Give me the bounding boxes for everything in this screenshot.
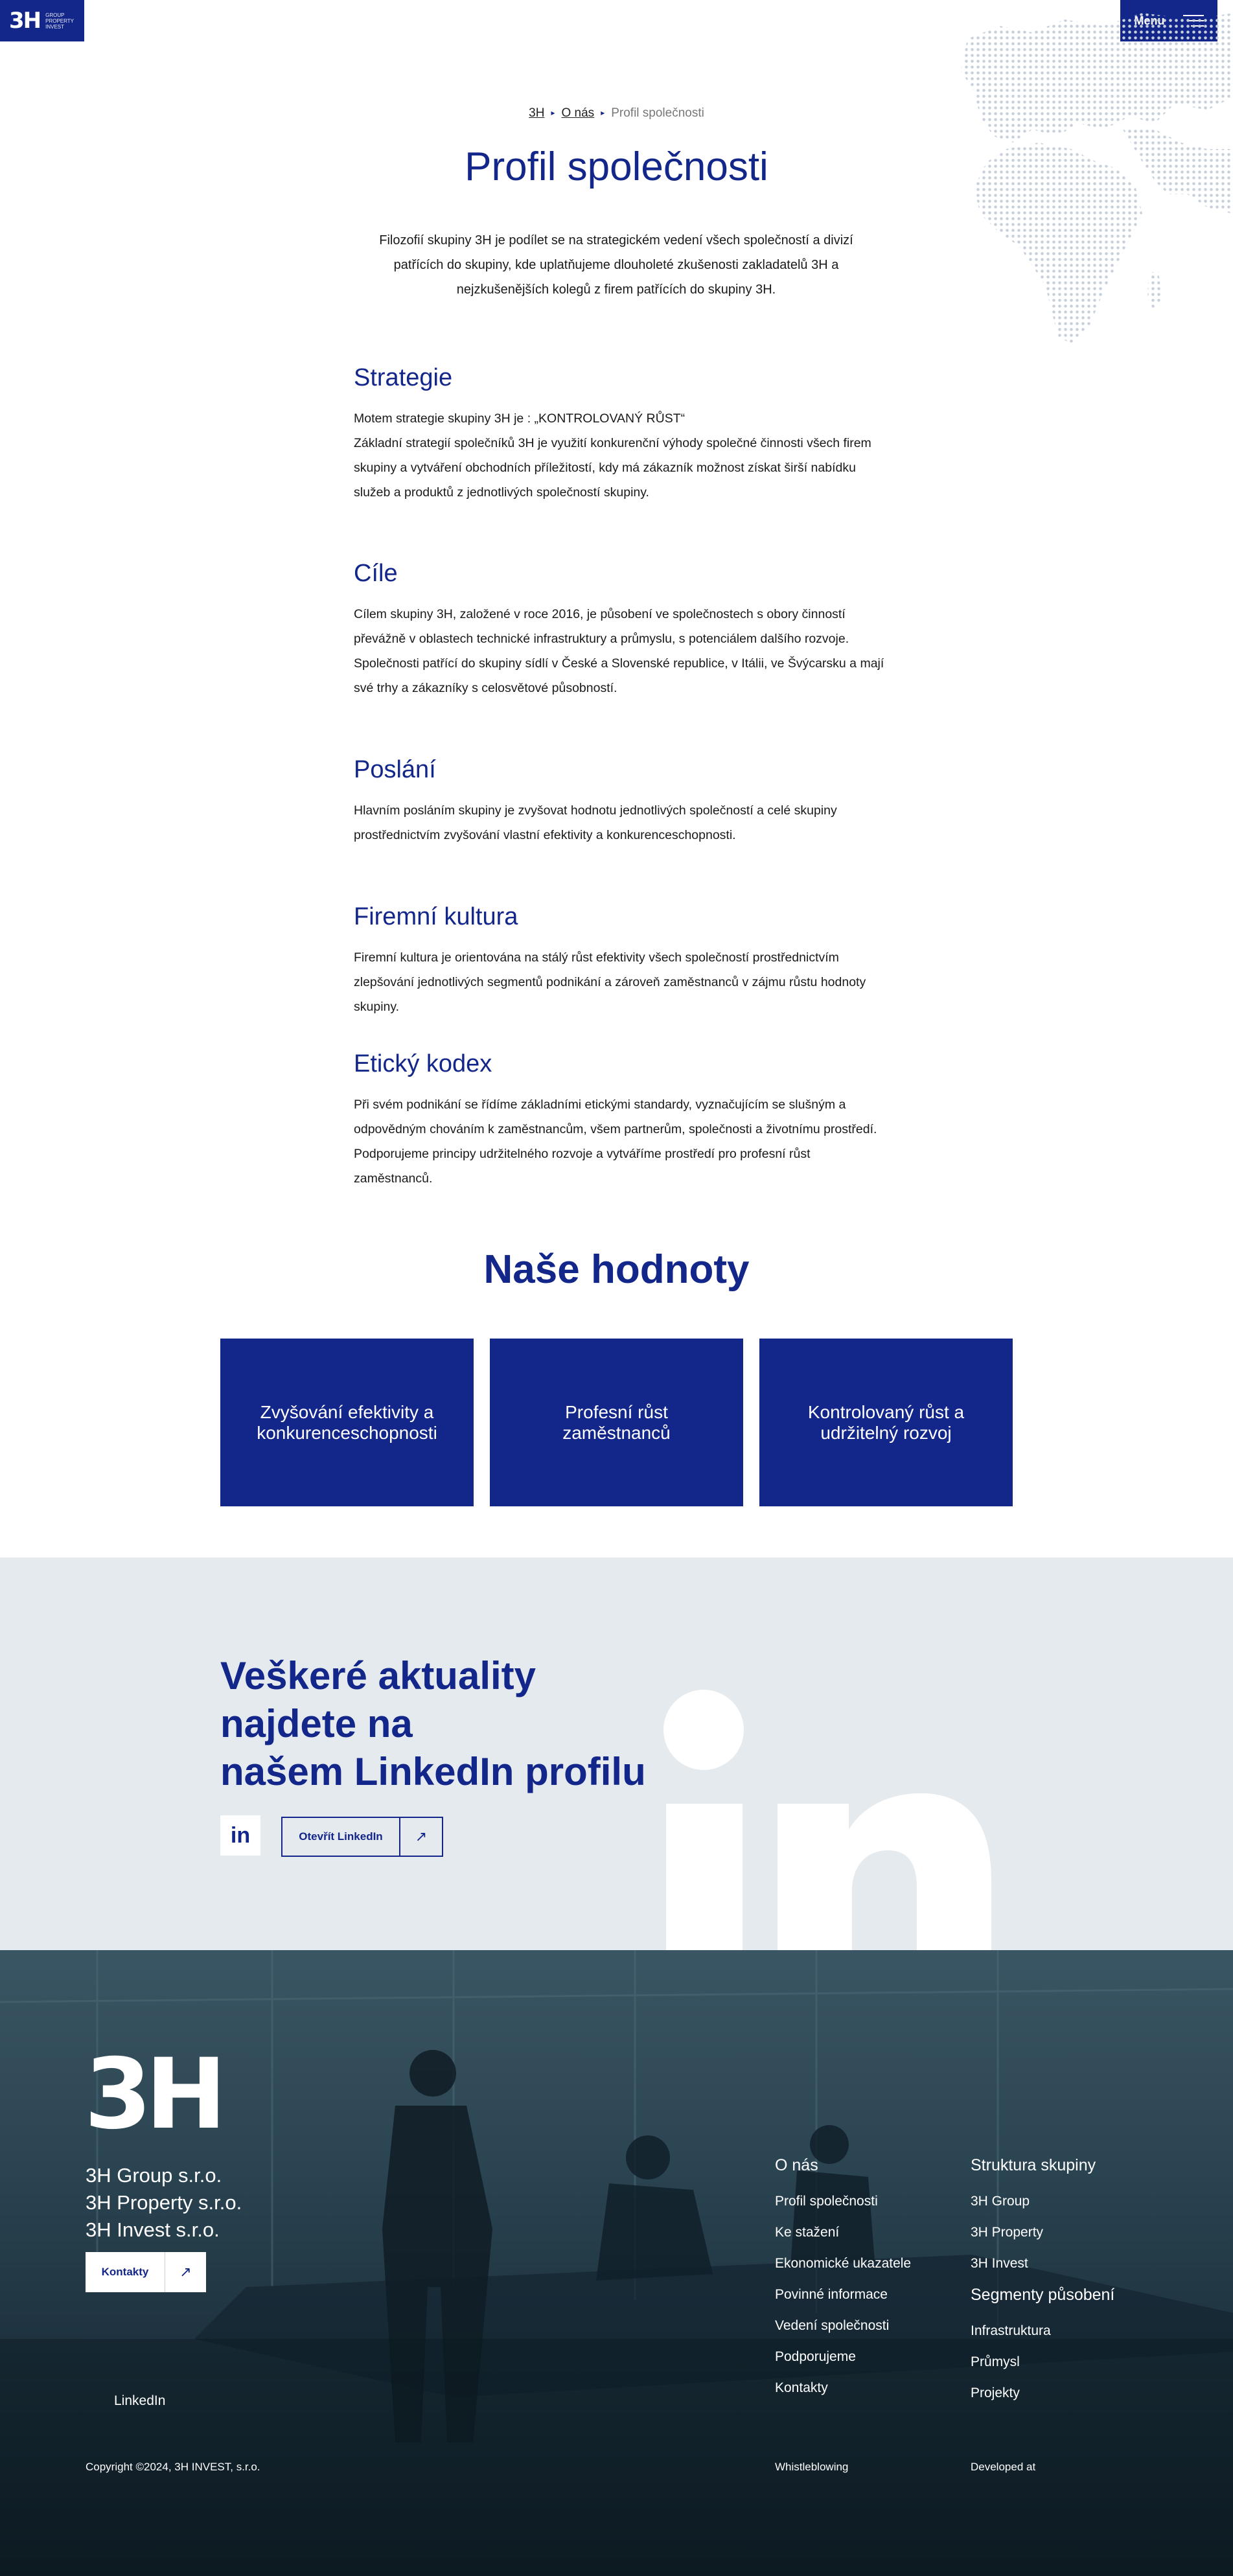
- breadcrumb-parent[interactable]: O nás: [561, 106, 595, 120]
- value-card: Zvyšování efektivity a konkurenceschopnosti: [220, 1339, 474, 1506]
- section-title: Strategie: [354, 364, 453, 391]
- chevron-right-icon: ▸: [601, 108, 605, 117]
- footer-link[interactable]: Podporujeme: [775, 2349, 856, 2364]
- breadcrumb: [0, 106, 1233, 121]
- values-title: Naše hodnoty: [483, 1247, 750, 1292]
- developed-at: Developed at: [971, 2461, 1036, 2473]
- section-text: Při svém podnikání se řídíme základními etickými standardy, vyznačujícím se slušným a odpovědným chováním k zaměstnancům, všem partnerům, společnosti a životnímu prostředí. Podporujeme principy udržitelného rozvoje a vytváříme prostředí pro profesní růst zaměstnanců.: [354, 1098, 877, 1186]
- footer-link[interactable]: Kontakty: [775, 2380, 828, 2395]
- open-linkedin-label: Otevřít LinkedIn: [299, 1830, 383, 1843]
- linkedin-section: [0, 1558, 1233, 1950]
- footer-link[interactable]: Profil společnosti: [775, 2194, 878, 2209]
- footer-link[interactable]: Infrastruktura: [971, 2323, 1051, 2338]
- contacts-label: Kontakty: [101, 2266, 149, 2278]
- section-title: Etický kodex: [354, 1050, 492, 1077]
- chevron-right-icon: ▸: [551, 108, 555, 117]
- footer-link[interactable]: Ekonomické ukazatele: [775, 2256, 912, 2271]
- breadcrumb-home[interactable]: 3H: [529, 106, 545, 120]
- footer-link[interactable]: Ke stažení: [775, 2225, 840, 2240]
- footer-column-title: Struktura skupiny: [971, 2156, 1096, 2174]
- footer-link[interactable]: Vedení společnosti: [775, 2318, 890, 2333]
- copyright: Copyright ©2024, 3H INVEST, s.r.o.: [86, 2461, 260, 2473]
- logo-subtitle: GROUP PROPERTY INVEST: [45, 12, 74, 30]
- section-cile: [354, 560, 885, 700]
- company-name: 3H Group s.r.o.: [86, 2164, 222, 2187]
- section-eticky-kodex: [354, 1050, 885, 1191]
- linkedin-heading: Veškeré aktuality najdete na našem LinkedIn profilu: [220, 1654, 646, 1793]
- company-name: 3H Invest s.r.o.: [86, 2218, 220, 2241]
- whistleblowing-link[interactable]: Whistleblowing: [775, 2461, 849, 2473]
- section-firemni-kultura: [354, 903, 885, 1019]
- footer-link[interactable]: Projekty: [971, 2386, 1020, 2400]
- footer-link[interactable]: 3H Group: [971, 2194, 1030, 2209]
- section-text: Motem strategie skupiny 3H je : „KONTROLOVANÝ RŮST“ Základní strategií společníků 3H je využití konkurenční výhody společné činnosti všech firem skupiny a vytváření obchodních příležitostí, kdy má zákazník možnost získat širší nabídku služeb a produktů z jednotlivých společností skupiny.: [354, 411, 871, 500]
- footer-linkedin-link[interactable]: LinkedIn: [114, 2393, 166, 2408]
- section-text: Hlavním posláním skupiny je zvyšovat hodnotu jednotlivých společností a celé skupiny prostřednictvím zvyšování vlastní efektivity a konkurenceschopnosti.: [354, 803, 837, 842]
- footer-link[interactable]: Průmysl: [971, 2354, 1020, 2369]
- section-title: Firemní kultura: [354, 903, 518, 930]
- footer-logo[interactable]: 3H: [84, 2038, 220, 2151]
- footer-column-title: Segmenty působení: [971, 2286, 1115, 2304]
- company-name: 3H Property s.r.o.: [86, 2191, 242, 2214]
- section-strategie: [354, 364, 885, 505]
- logo-mark: 3H: [9, 8, 41, 34]
- footer-column-title: O nás: [775, 2156, 818, 2174]
- intro-text: Filozofií skupiny 3H je podílet se na strategickém vedení všech společností a divizí patřících do skupiny, kde uplatňujeme dlouholeté zkušenosti zakladatelů 3H a nejzkušenějších kolegů z firem patřících do skupiny 3H.: [379, 233, 853, 297]
- arrow-up-right-icon: ↗: [399, 1818, 442, 1856]
- value-card: Profesní růst zaměstnanců: [490, 1339, 743, 1506]
- open-linkedin-button[interactable]: [281, 1817, 443, 1857]
- arrow-up-right-icon: ↗: [165, 2252, 206, 2292]
- logo[interactable]: [0, 0, 84, 41]
- section-text: Cílem skupiny 3H, založené v roce 2016, je působení ve společnostech s obory činností převážně v oblastech technické infrastruktury a průmyslu, s potenciálem dalšího rozvoje. Společnosti patřící do skupiny sídlí v České a Slovenské republice, v Itálii, ve Švýcarsku a mají své trhy a zákazníky s celosvětové působností.: [354, 607, 884, 695]
- linkedin-icon[interactable]: in: [220, 1815, 260, 1856]
- section-text: Firemní kultura je orientována na stálý růst efektivity všech společností prostřednictvím zlepšování jednotlivých segmentů podnikání a zároveň zaměstnanců v zájmu růstu hodnoty skupiny.: [354, 950, 866, 1014]
- breadcrumb-current: Profil společnosti: [611, 106, 704, 120]
- page-title: Profil společnosti: [465, 144, 768, 189]
- footer-link[interactable]: Povinné informace: [775, 2287, 888, 2302]
- footer: [0, 1950, 1233, 2576]
- section-poslani: [354, 756, 885, 847]
- footer-link[interactable]: 3H Property: [971, 2225, 1044, 2240]
- value-card: Kontrolovaný růst a udržitelný rozvoj: [759, 1339, 1013, 1506]
- footer-link[interactable]: 3H Invest: [971, 2256, 1028, 2271]
- section-title: Poslání: [354, 756, 436, 783]
- contacts-button[interactable]: [86, 2252, 206, 2292]
- section-title: Cíle: [354, 560, 398, 587]
